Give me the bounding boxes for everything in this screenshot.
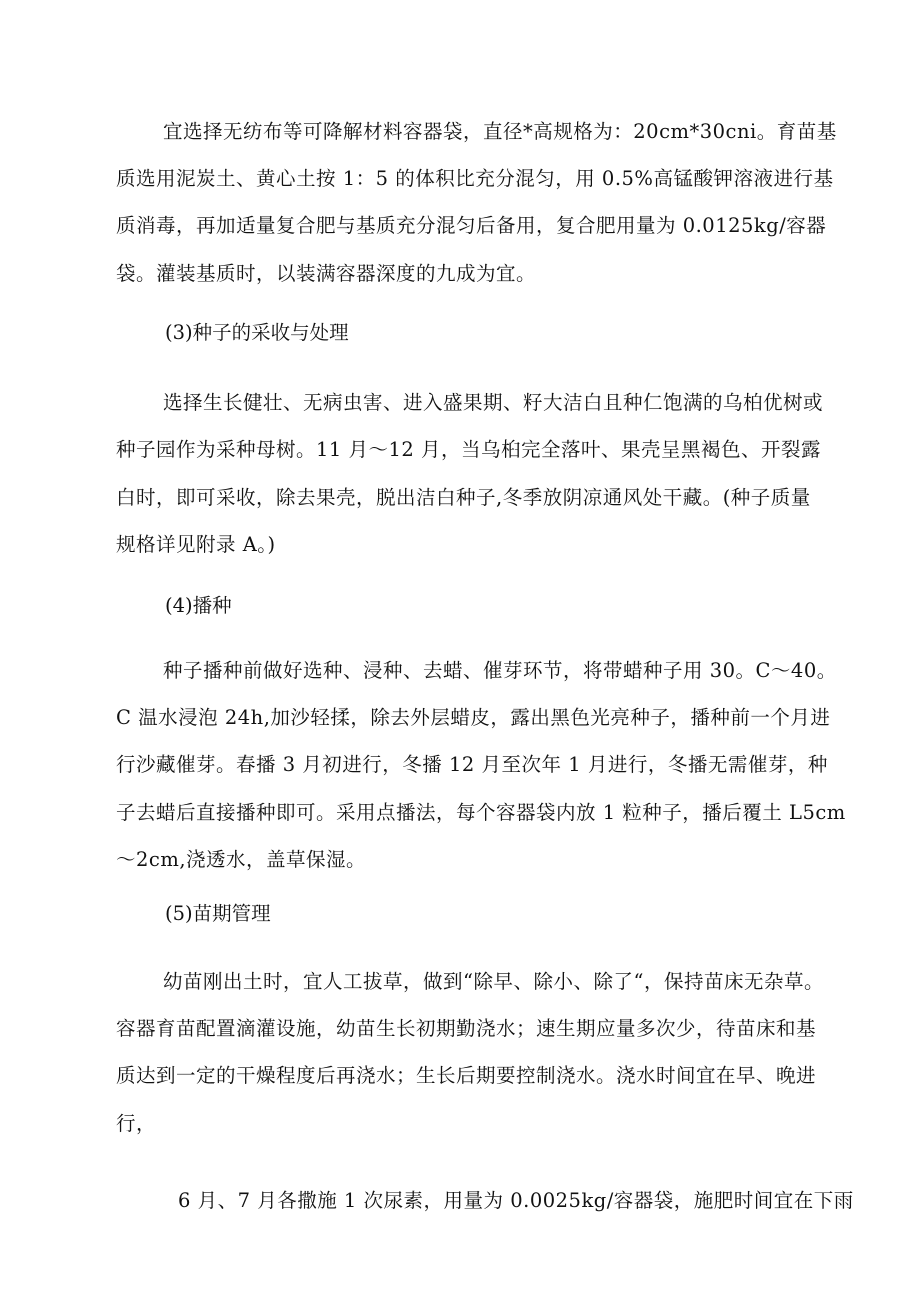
paragraph-line: 质选用泥炭土、黄心土按 1：5 的体积比充分混匀，用 0.5%高锰酸钾溶液进行基 [116,167,834,190]
section-heading-seedling-management: (5)苗期管理 [165,902,271,925]
paragraph-line: 行， [116,1112,157,1135]
paragraph-line: ～2cm,浇透水，盖草保湿。 [116,848,367,871]
paragraph-line: 宜选择无纺布等可降解材料容器袋，直径*高规格为：20cm*30cni。育苗基 [163,120,837,143]
paragraph-line: 质达到一定的干燥程度后再浇水；生长后期要控制浇水。浇水时间宜在早、晚进 [116,1064,817,1087]
paragraph-line: 种子播种前做好选种、浸种、去蜡、催芽环节，将带蜡种子用 30。C～40。 [163,659,837,682]
section-heading-sowing: (4)播种 [165,594,232,617]
paragraph-line: 容器育苗配置滴灌设施，幼苗生长初期勤浇水；速生期应量多次少，待苗床和基 [116,1017,817,1040]
section-heading-seed-collection: (3)种子的采收与处理 [165,321,349,344]
paragraph-line: 白时，即可采收，除去果壳，脱出洁白种子,冬季放阴凉通风处干藏。(种子质量 [116,486,811,509]
paragraph-line: 6 月、7 月各撒施 1 次尿素，用量为 0.0025kg/容器袋，施肥时间宜在下雨 [178,1189,854,1212]
paragraph-line: 质消毒，再加适量复合肥与基质充分混匀后备用，复合肥用量为 0.0125kg/容器 [116,214,827,237]
paragraph-line: C 温水浸泡 24h,加沙轻揉，除去外层蜡皮，露出黑色光亮种子，播种前一个月进 [116,706,831,729]
paragraph-line: 子去蜡后直接播种即可。采用点播法，每个容器袋内放 1 粒种子，播后覆土 L5cm [116,801,846,824]
paragraph-line: 幼苗刚出土时，宜人工拔草，做到“除早、除小、除了“，保持苗床无杂草。 [163,970,824,993]
paragraph-line: 规格详见附录 A。) [116,533,276,556]
paragraph-line: 袋。灌装基质时，以装满容器深度的九成为宜。 [116,262,537,285]
paragraph-line: 行沙藏催芽。春播 3 月初进行，冬播 12 月至次年 1 月进行，冬播无需催芽，种 [116,753,828,776]
paragraph-line: 选择生长健壮、无病虫害、进入盛果期、籽大洁白且种仁饱满的乌柏优树或 [163,391,824,414]
paragraph-line: 种子园作为采种母树。11 月～12 月，当乌桕完全落叶、果壳呈黑褐色、开裂露 [116,438,822,461]
